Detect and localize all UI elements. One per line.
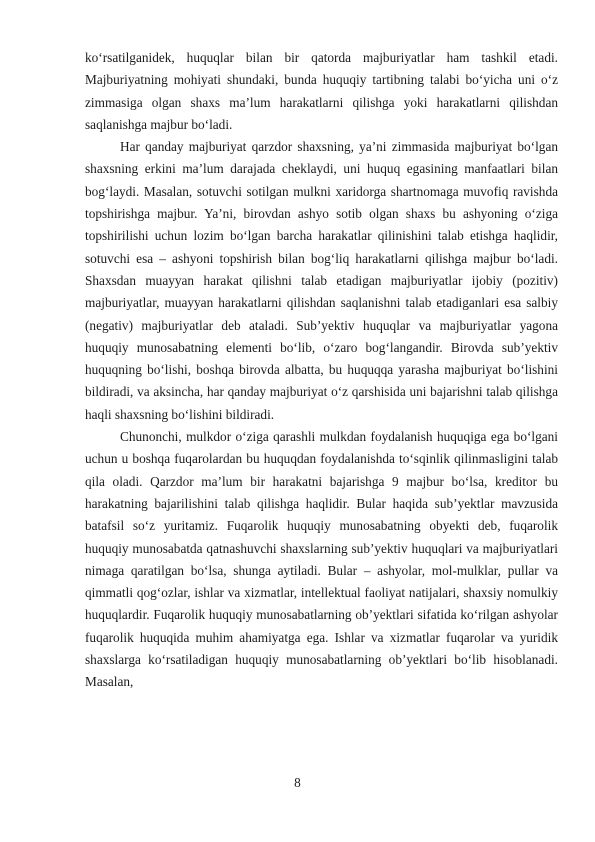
paragraph-2: Har qanday majburiyat qarzdor shaxsning, ya’ni zimmasida majburiyat bo‘lgan shaxsning erkini ma’lum darajada cheklaydi, uni huquq egasining manfaatlari bilan bog‘laydi. Masalan, sotuvchi sotilgan mulkni xaridorga shartnomaga muvofiq ravishda topshirishga majbur. Ya’ni, birovdan ashyo sotib olgan shaxs bu ashyoning o‘ziga topshirilishi uchun lozim bo‘lgan barcha harakatlar qilinishini talab etishga haqlidir, sotuvchi esa – ashyoni topshirish bilan bog‘liq harakatlarni qilishga majbur bo‘ladi. Shaxsdan muayyan harakat qilishni talab etadigan majburiyatlar ijobiy (pozitiv) majburiyatlar, muayyan harakatlarni qilishdan saqlanishni talab etadiganlari esa salbiy (negativ) majburiyatlar deb ataladi. Sub’yektiv huquqlar va majburiyatlar yagona huquqiy munosabatning elementi bo‘lib, o‘zaro bog‘langandir. Birovda sub’yektiv huquqning bo‘lishi, boshqa birovda albatta, bu huquqqa yarasha majburiyat bo‘lishini bildiradi, va aksincha, har qanday majburiyat o‘z qarshisida uni bajarishni talab qilishga haqli shaxsning bo‘lishini bildiradi. [85, 139, 558, 422]
paragraph-3: Chunonchi, mulkdor o‘ziga qarashli mulkdan foydalanish huquqiga ega bo‘lgani uchun u boshqa fuqarolardan bu huquqdan foydalanishda to‘sqinlik qilinmasligini talab qila oladi. Qarzdor ma’lum bir harakatni bajarishga 9 majbur bo‘lsa, kreditor bu harakatning bajarilishini talab qilishga haqlidir. Bular haqida sub’yektlar mavzusida batafsil so‘z yuritamiz. Fuqarolik huquqiy munosabatning obyekti deb, fuqarolik huquqiy munosabatda qatnashuvchi shaxslarning sub’yektiv huquqlari va majburiyatlari nimaga qaratilgan bo‘lsa, shunga aytiladi. Bular – ashyolar, mol-mulklar, pullar va qimmatli qog‘ozlar, ishlar va xizmatlar, intellektual faoliyat natijalari, shaxsiy nomulkiy huquqlardir. Fuqarolik huquqiy munosabatlarning ob’yektlari sifatida ko‘rilgan ashyolar fuqarolik huquqida muhim ahamiyatga ega. Ishlar va xizmatlar fuqarolar va yuridik shaxslarga ko‘rsatiladigan huquqiy munosabatlarning ob’yektlari bo‘lib hisoblanadi. Masalan, [85, 429, 558, 690]
paragraph-1: ko‘rsatilganidek, huquqlar bilan bir qatorda majburiyatlar ham tashkil etadi. Majburiyatning mohiyati shundaki, bunda huquqiy tartibning talabi bo‘yicha uni o‘z zimmasiga olgan shaxs ma’lum harakatlarni qilishga yoki harakatlarni qilishdan saqlanishga majbur bo‘ladi. [85, 50, 558, 132]
document-body [85, 47, 558, 694]
page-number: 8 [294, 775, 301, 790]
